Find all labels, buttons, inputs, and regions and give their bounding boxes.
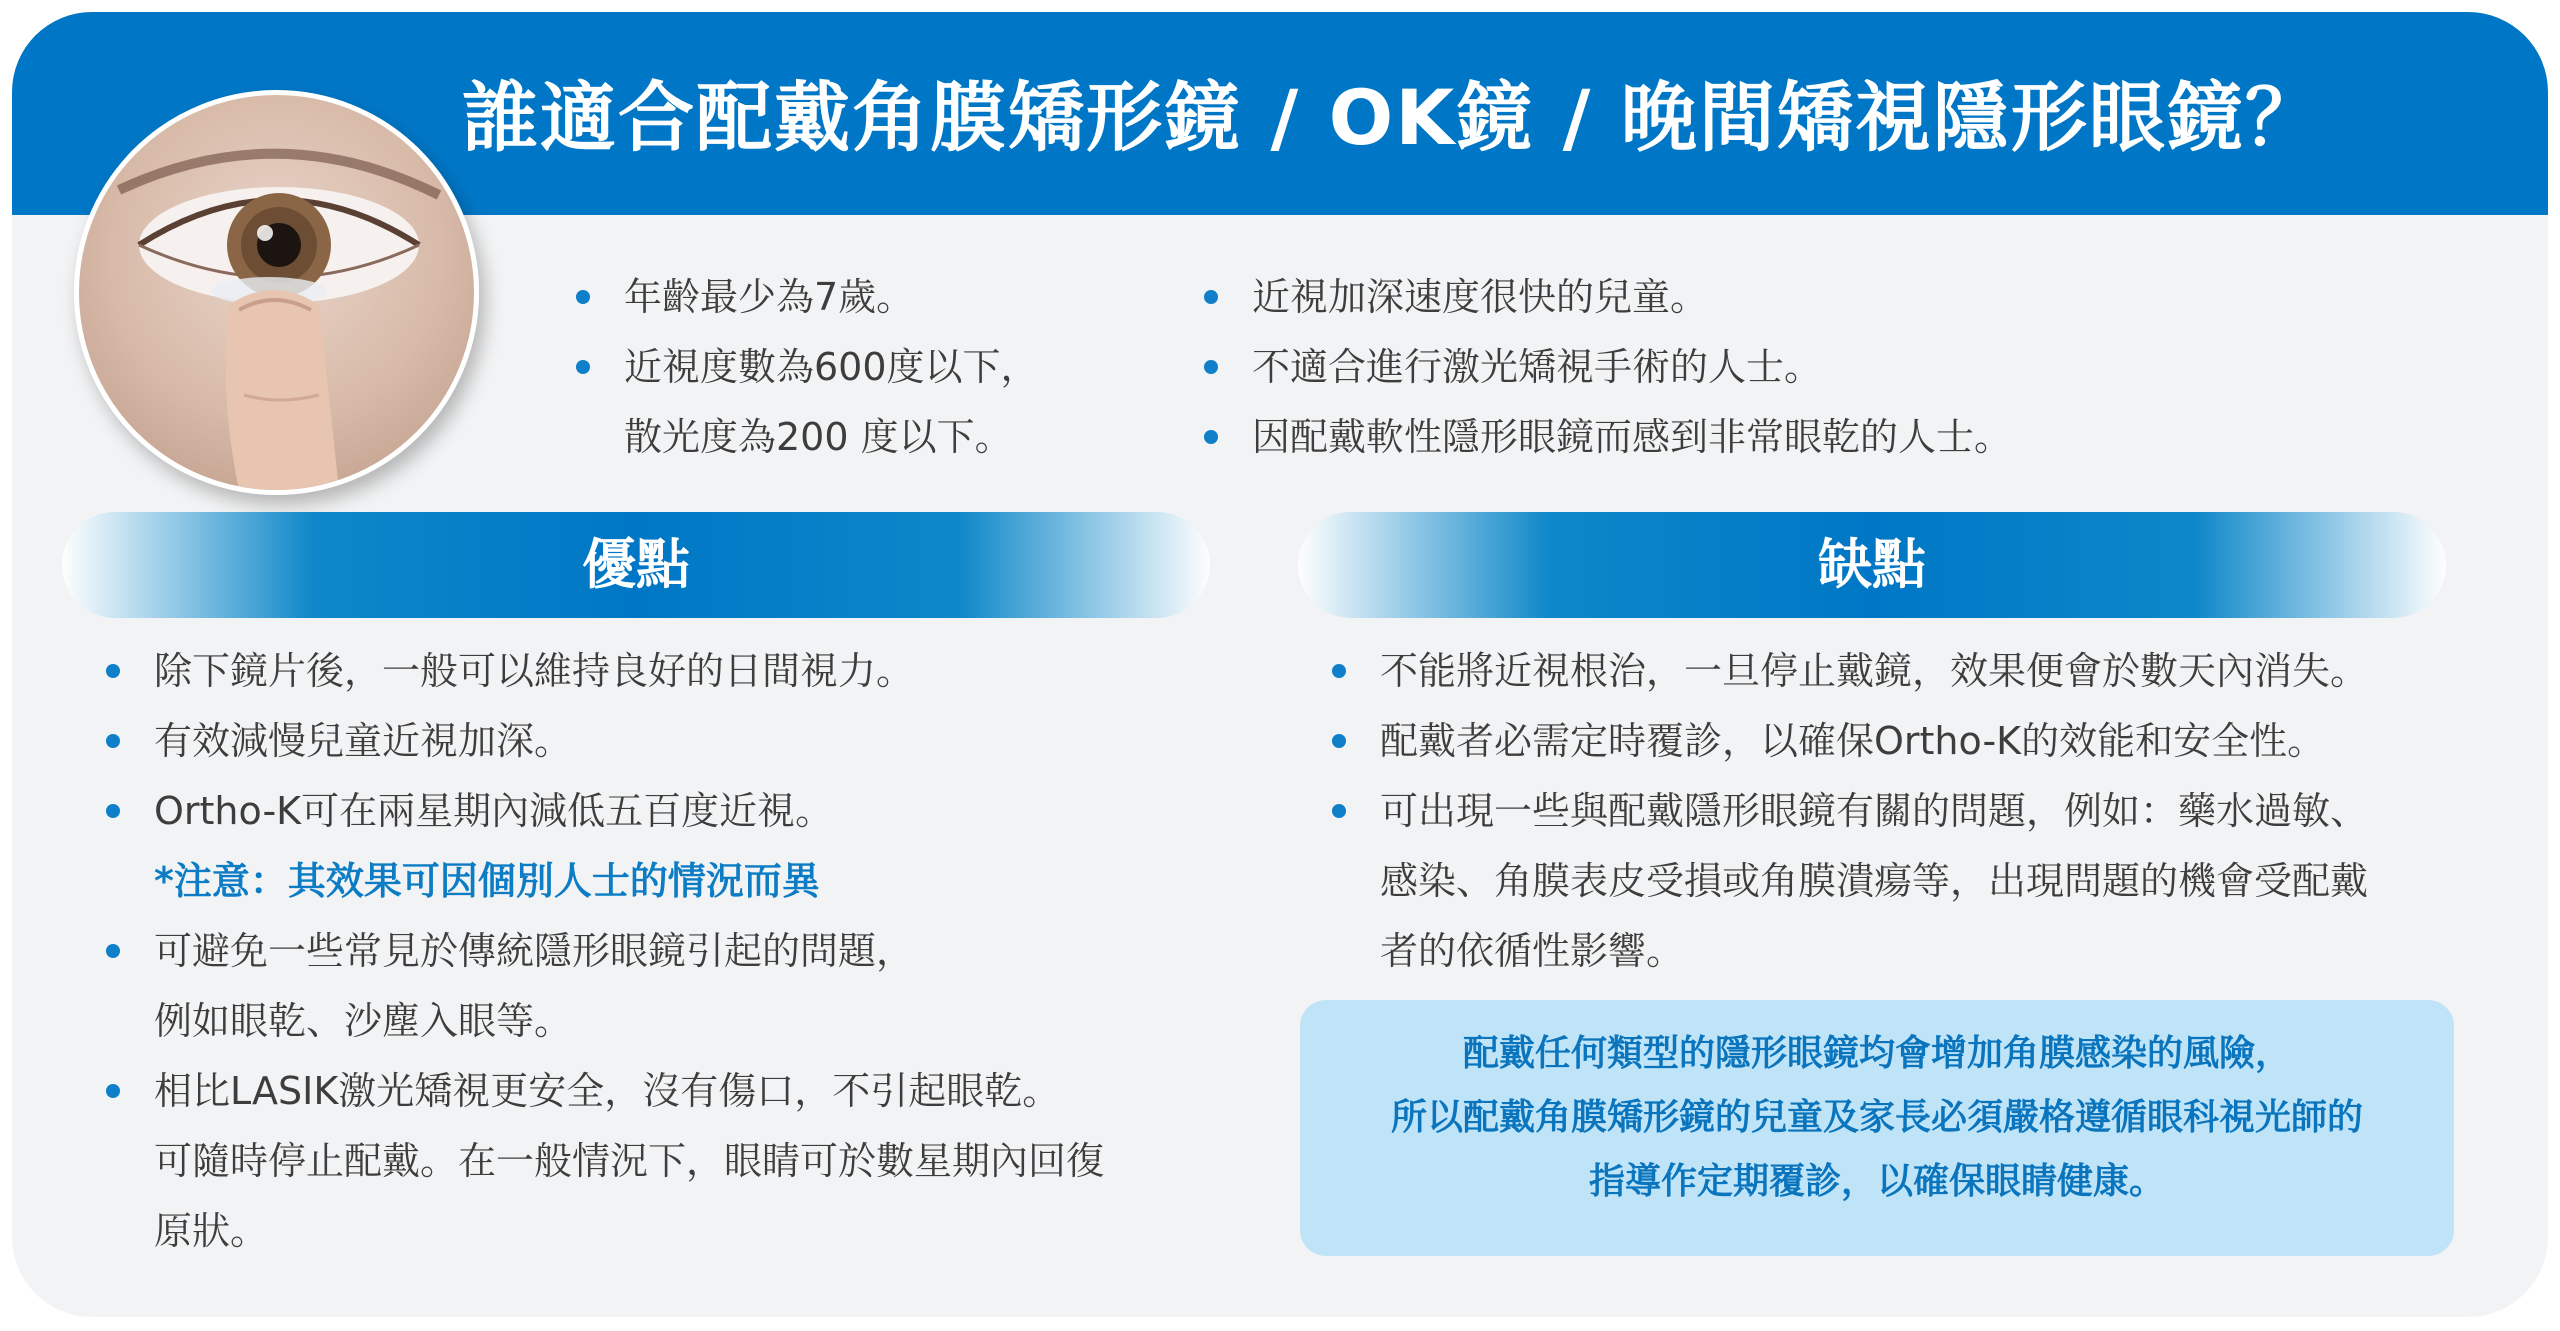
list-item-text: 近視加深速度很快的兒童。 — [1252, 275, 1709, 319]
bullet-icon — [106, 944, 120, 958]
list-item-text: 相比LASIK激光矯視更安全，沒有傷口，不引起眼乾。 — [154, 1069, 1061, 1113]
pros-list — [102, 636, 1104, 1266]
cons-list — [1328, 636, 2368, 986]
list-item — [102, 636, 1104, 706]
suitability-list-left — [572, 262, 1039, 472]
warning-line: 配戴任何類型的隱形眼鏡均會增加角膜感染的風險， — [1462, 1033, 2291, 1074]
list-item-text: 有效減慢兒童近視加深。 — [154, 719, 573, 763]
bullet-icon — [106, 804, 120, 818]
list-item — [572, 332, 1039, 472]
list-item — [1200, 402, 2012, 472]
bullet-icon — [106, 1084, 120, 1098]
list-item-text: 可避免一些常見於傳統隱形眼鏡引起的問題， — [154, 929, 915, 973]
list-item-text: 除下鏡片後，一般可以維持良好的日間視力。 — [154, 649, 915, 693]
warning-line: 指導作定期覆診，以確保眼睛健康。 — [1588, 1161, 2165, 1202]
list-item — [1200, 262, 2012, 332]
list-item-text: 不能將近視根治，一旦停止戴鏡，效果便會於數天內消失。 — [1380, 649, 2369, 693]
note-text: *注意：其效果可因個別人士的情況而異 — [154, 859, 820, 903]
list-item — [1328, 636, 2368, 706]
list-item-text: 因配戴軟性隱形眼鏡而感到非常眼乾的人士。 — [1252, 415, 2013, 459]
list-item — [102, 706, 1104, 776]
suitability-list-right — [1200, 262, 2012, 472]
list-item-text: 配戴者必需定時覆診，以確保Ortho-K的效能和安全性。 — [1380, 719, 2326, 763]
eye-contact-lens-photo — [74, 90, 479, 495]
list-item — [102, 776, 1104, 916]
cons-heading: 缺點 — [1298, 512, 2446, 618]
list-item-continuation: 者的依循性影響。 — [1380, 929, 1685, 973]
bullet-icon — [1332, 804, 1346, 818]
bullet-icon — [106, 664, 120, 678]
list-item-text: 不適合進行激光矯視手術的人士。 — [1252, 345, 1823, 389]
list-item-text: Ortho-K可在兩星期內減低五百度近視。 — [154, 789, 834, 833]
list-item-continuation: 可隨時停止配戴。在一般情況下，眼睛可於數星期內回復 — [154, 1139, 1105, 1183]
warning-line: 所以配戴角膜矯形鏡的兒童及家長必須嚴格遵循眼科視光師的 — [1390, 1097, 2363, 1138]
list-item-continuation: 感染、角膜表皮受損或角膜潰瘍等，出現問題的機會受配戴 — [1380, 859, 2369, 903]
bullet-icon — [1204, 290, 1218, 304]
bullet-icon — [576, 360, 590, 374]
bullet-icon — [1204, 430, 1218, 444]
list-item-text: 年齡最少為7歲。 — [624, 275, 915, 319]
list-item-continuation: 原狀。 — [154, 1209, 269, 1253]
list-item — [102, 916, 1104, 1056]
pros-heading: 優點 — [62, 512, 1210, 618]
list-item-text: 近視度數為600度以下， — [624, 345, 1039, 389]
eye-illustration — [79, 95, 474, 490]
list-item — [102, 1056, 1104, 1266]
info-card — [12, 12, 2548, 1317]
list-item-continuation: 散光度為200 度以下。 — [624, 415, 1013, 459]
list-item — [572, 262, 1039, 332]
bullet-icon — [1332, 734, 1346, 748]
bullet-icon — [576, 290, 590, 304]
list-item — [1328, 706, 2368, 776]
list-item — [1200, 332, 2012, 402]
list-item-text: 可出現一些與配戴隱形眼鏡有關的問題，例如：藥水過敏、 — [1380, 789, 2369, 833]
page-title: 誰適合配戴角膜矯形鏡 / OK鏡 / 晚間矯視隱形眼鏡？ — [462, 73, 2323, 162]
list-item — [1328, 776, 2368, 986]
list-item-continuation: 例如眼乾、沙塵入眼等。 — [154, 999, 573, 1043]
bullet-icon — [1204, 360, 1218, 374]
bullet-icon — [1332, 664, 1346, 678]
bullet-icon — [106, 734, 120, 748]
warning-box — [1300, 1000, 2454, 1256]
